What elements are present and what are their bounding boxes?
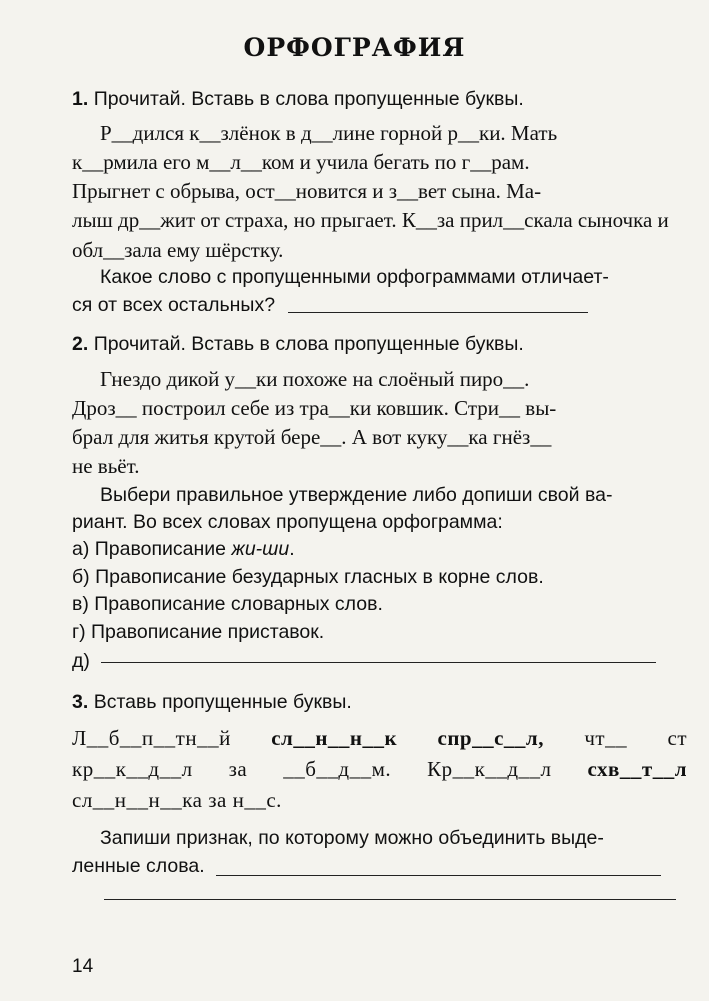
task-2-line-4: не вьёт. bbox=[72, 454, 140, 478]
bold-word: схв__т__л bbox=[587, 757, 687, 781]
option-e-answer-line[interactable] bbox=[101, 661, 656, 663]
bold-word: сл__н__н__к bbox=[271, 726, 398, 750]
page-title: ОРФОГРАФИЯ bbox=[243, 33, 466, 62]
task-1-line-2: к__рмила его м__л__ком и учила бегать по г__рам. bbox=[72, 150, 530, 174]
task-2-prompt-line-1: Выбери правильное утверждение либо допиши свой ва- bbox=[100, 484, 613, 506]
task-2-instruction bbox=[72, 333, 684, 356]
option-a-suffix: . bbox=[289, 538, 295, 560]
word: за bbox=[228, 757, 248, 781]
task-3-row-1 bbox=[72, 726, 687, 751]
task-3-number: 3. bbox=[72, 691, 89, 713]
task-3-prompt-line-1: Запиши признак, по которому можно объединить выде- bbox=[100, 827, 604, 849]
task-3-prompt-text: ленные слова. bbox=[72, 855, 205, 877]
task-1-answer-line[interactable] bbox=[288, 311, 588, 313]
task-3-answer-line-1[interactable] bbox=[216, 874, 661, 876]
task-1-line-1: Р__дился к__злёнок в д__лине горной р__ки. Мать bbox=[100, 121, 558, 145]
task-2-line-3: брал для житья крутой бере__. А вот куку__ка гнёз__ bbox=[72, 425, 552, 449]
task-1-question-text: ся от всех остальных? bbox=[72, 294, 276, 316]
task-2-number: 2. bbox=[72, 333, 89, 355]
word: Кр__к__д__л bbox=[427, 757, 552, 781]
word: __б__д__м. bbox=[283, 757, 392, 781]
task-1-line-4: лыш др__жит от страха, но прыгает. К__за прил__скала сыночка и обл__зала ему шёрстку. bbox=[72, 208, 669, 262]
task-3-row-3 bbox=[72, 788, 687, 813]
task-1-line-3: Прыгнет с обрыва, ост__новится и з__вет сына. Ма- bbox=[72, 179, 542, 203]
word: Л__б__п__тн__й bbox=[72, 726, 231, 750]
task-1-question-line-1: Какое слово с пропущенными орфограммами отличает- bbox=[100, 266, 609, 288]
option-a-italic: жи-ши bbox=[231, 538, 290, 560]
bold-word: спр__с__л, bbox=[437, 726, 544, 750]
task-2-option-e bbox=[72, 650, 656, 673]
word-line: сл__н__н__ка за н__с. bbox=[72, 788, 282, 812]
task-2-option-c: в) Правописание словарных слов. bbox=[72, 593, 383, 615]
task-2-option-b: б) Правописание безударных гласных в корне слов. bbox=[72, 566, 544, 588]
task-1-instruction-text: Прочитай. Вставь в слова пропущенные буквы. bbox=[93, 88, 524, 110]
option-a-prefix: а) Правописание bbox=[72, 538, 232, 560]
task-2-line-2: Дроз__ построил себе из тра__ки ковшик. Стри__ вы- bbox=[72, 396, 557, 420]
task-2-option-a bbox=[72, 538, 295, 561]
word: кр__к__д__л bbox=[72, 757, 193, 781]
task-2-instruction-text: Прочитай. Вставь в слова пропущенные буквы. bbox=[93, 333, 524, 355]
task-1-question-line-2 bbox=[72, 291, 687, 321]
word: чт__ bbox=[584, 726, 628, 750]
task-3-instruction bbox=[72, 691, 684, 714]
page-number: 14 bbox=[72, 956, 94, 977]
task-2-line-1: Гнездо дикой у__ки похоже на слоёный пиро__. bbox=[100, 367, 530, 391]
task-1-number: 1. bbox=[72, 88, 89, 110]
word: ст bbox=[667, 726, 687, 750]
task-3-answer-line-2[interactable] bbox=[104, 899, 676, 900]
task-2-option-d: г) Правописание приставок. bbox=[72, 621, 325, 643]
task-2-prompt-line-2: риант. Во всех словах пропущена орфограмма: bbox=[72, 511, 503, 533]
task-1-instruction bbox=[72, 88, 684, 111]
task-3-row-2 bbox=[72, 757, 687, 782]
option-e-label: д) bbox=[72, 650, 90, 672]
task-3-prompt-line-2 bbox=[72, 852, 687, 882]
task-3-instruction-text: Вставь пропущенные буквы. bbox=[93, 691, 352, 713]
